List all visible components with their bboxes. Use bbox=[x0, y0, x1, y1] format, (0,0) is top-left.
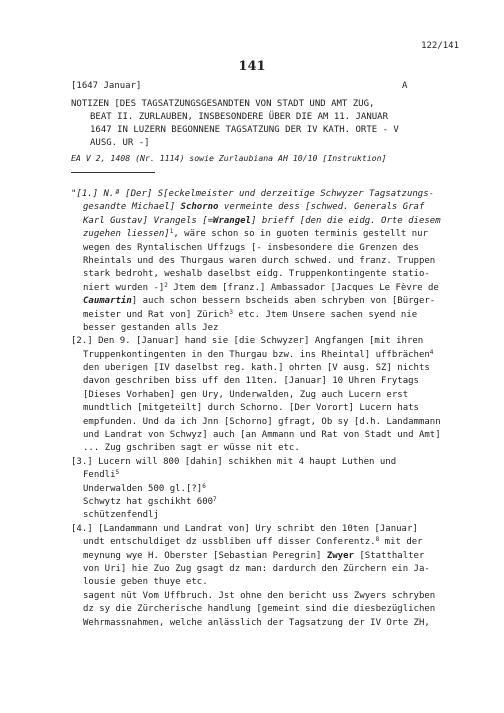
text-line: den uberigen [IV daselbst reg. kath.] ohrten [V ausg. SZ] nichts bbox=[83, 363, 430, 374]
text-line: [3.] Lucern will 800 [dahin] schikhen mit 4 haupt Luthen und bbox=[71, 456, 397, 467]
text-line: davon geschriben biss uff den 11ten. [Januar] 10 Uhren Frytags bbox=[83, 376, 419, 387]
title-line: 1647 IN LUZERN BEGONNENE TAGSATZUNG DER IV KATH. ORTE - V bbox=[90, 125, 399, 135]
text-line: schützenfendlj bbox=[83, 510, 159, 521]
name-zwyer: Zwyer bbox=[326, 550, 354, 561]
footnote-ref: 2 bbox=[164, 281, 168, 289]
title-line: NOTIZEN [DES TAGSATZUNGSGESANDTEN VON STADT UND AMT ZUG, bbox=[71, 99, 375, 109]
source-reference: EA V 2, 1408 (Nr. 1114) sowie Zurlaubiana AH 10/10 [Instruktion] bbox=[71, 153, 387, 163]
text-line: [4.] [Landammann und Landrat von] Ury schribt den 10ten [Januar] bbox=[71, 523, 418, 534]
title-line: AUSG. UR -] bbox=[90, 138, 150, 148]
text-line: meynung wye H. Oberster [Sebastian Peregrin] Zwyer [Statthalter bbox=[83, 550, 425, 561]
title-line: BEAT II. ZURLAUBEN, INSBESONDERE ÜBER DIE AM 11. JANUAR bbox=[90, 112, 389, 122]
document-letter: A bbox=[402, 81, 408, 91]
text-line: "[1.] N.ª [Der] S[eckelmeister und derzeitige Schwyzer Tagsatzungs- bbox=[71, 189, 435, 199]
text-line: Underwalden 500 gl.[?]$^6$ bbox=[83, 482, 206, 494]
text-line: Karl Gustav] Vrangels [=Wrangel] brieff [den die eidg. Orte diesem bbox=[83, 215, 441, 226]
text-line: mundtlich [mitgeteilt] durch Schorno. [Der Vorort] Lucern hats bbox=[83, 403, 419, 414]
text-line: Schwytz hat gschikht $600^7$ bbox=[83, 495, 217, 507]
text-line: Wehrmassnahmen, welche anlässlich der Tagsatzung der IV Orte ZH, bbox=[83, 617, 430, 628]
text-line: meister und Rat von] Zürich$^3$ etc. Jtem Unsere sachen syend nie bbox=[83, 308, 418, 320]
footnote-ref: 8 bbox=[375, 536, 380, 544]
text-line: sagent nüt Vom Uffbruch. Jst ohne den bericht uss Zwyers schryben bbox=[83, 590, 436, 601]
text-line: ... Zug gschriben sagt er wüsse nit etc. bbox=[83, 443, 300, 454]
footnote-ref: 5 bbox=[115, 469, 120, 477]
footnote-ref: 4 bbox=[429, 348, 434, 356]
text-line: besser gestanden alls Jez bbox=[83, 322, 219, 333]
text-line: [2.] Den 9. [Januar] hand sie [die Schwyzer] Angfangen [mit ihren bbox=[71, 336, 424, 347]
document-date: [1647 Januar] bbox=[71, 81, 142, 91]
separator-rule bbox=[71, 172, 155, 173]
footnote-ref: 1 bbox=[169, 228, 174, 236]
name-wrangel: Wrangel bbox=[213, 215, 251, 226]
footnote-ref: 6 bbox=[202, 482, 206, 490]
text-line: niert wurden -]$^2$ Jtem dem [franz.] Ambassador [Jacques Le Fèvre de bbox=[83, 281, 439, 293]
text-line: dz sy die Zürcherische handlung [gemeint sind die diesbezüglichen bbox=[83, 604, 436, 615]
footnote-ref: 7 bbox=[213, 495, 217, 503]
document-body bbox=[71, 188, 461, 630]
text-line: Truppenkontingenten in den Thurgau bzw. ins Rheintal] uffbrächen$^4$ bbox=[83, 348, 434, 360]
text-line: von Uri] hie Zuo Zug gsagt dz man: dardurch den Zürchern ein Ja- bbox=[83, 563, 430, 574]
text-line: Rheintals und des Thurgaus waren durch schwed. und franz. Truppen bbox=[83, 255, 436, 266]
text-line: lousie geben thuye etc. bbox=[83, 577, 208, 588]
document-number: 141 bbox=[238, 59, 266, 74]
name-caumartin: Caumartin bbox=[83, 296, 132, 307]
text-line: Fendli$^5$ bbox=[83, 469, 120, 481]
text-line: [Dieses Vorhaben] gen Ury, Underwalden, Zug auch Lucern erst bbox=[83, 389, 409, 400]
page-reference: 122/141 bbox=[421, 41, 459, 51]
text-line: empfunden. Und da ich Jnn [Schorno] gfragt, Ob sy [d.h. Landammann bbox=[83, 416, 441, 427]
name-schorno: Schorno bbox=[180, 202, 219, 213]
text-line: gesandte Michael] Schorno vermeinte dess [schwed. Generals Graf bbox=[83, 202, 425, 213]
text-line: Caumartin] auch schon bessern bscheids aben schryben von [Bürger- bbox=[83, 296, 436, 307]
document-title bbox=[71, 98, 451, 150]
text-line: undt entschuldiget dz ussbliben uff disser Conferentz.$^8$ mit der bbox=[83, 536, 423, 548]
text-line: stark bedroht, weshalb daselbst eidg. Truppenkontingente statio- bbox=[83, 269, 430, 280]
text-line: wegen des Ryntalischen Uffzugs [- insbesondere die Grenzen des bbox=[83, 242, 419, 253]
text-line: zugehen liessen]$^1$, wäre schon so in guoten terminis gestellt nur bbox=[83, 228, 428, 240]
footnote-ref: 3 bbox=[229, 308, 233, 316]
text-line: und Landrat von Schwyz] auch [an Ammann und Rat von Stadt und Amt] bbox=[83, 430, 441, 441]
